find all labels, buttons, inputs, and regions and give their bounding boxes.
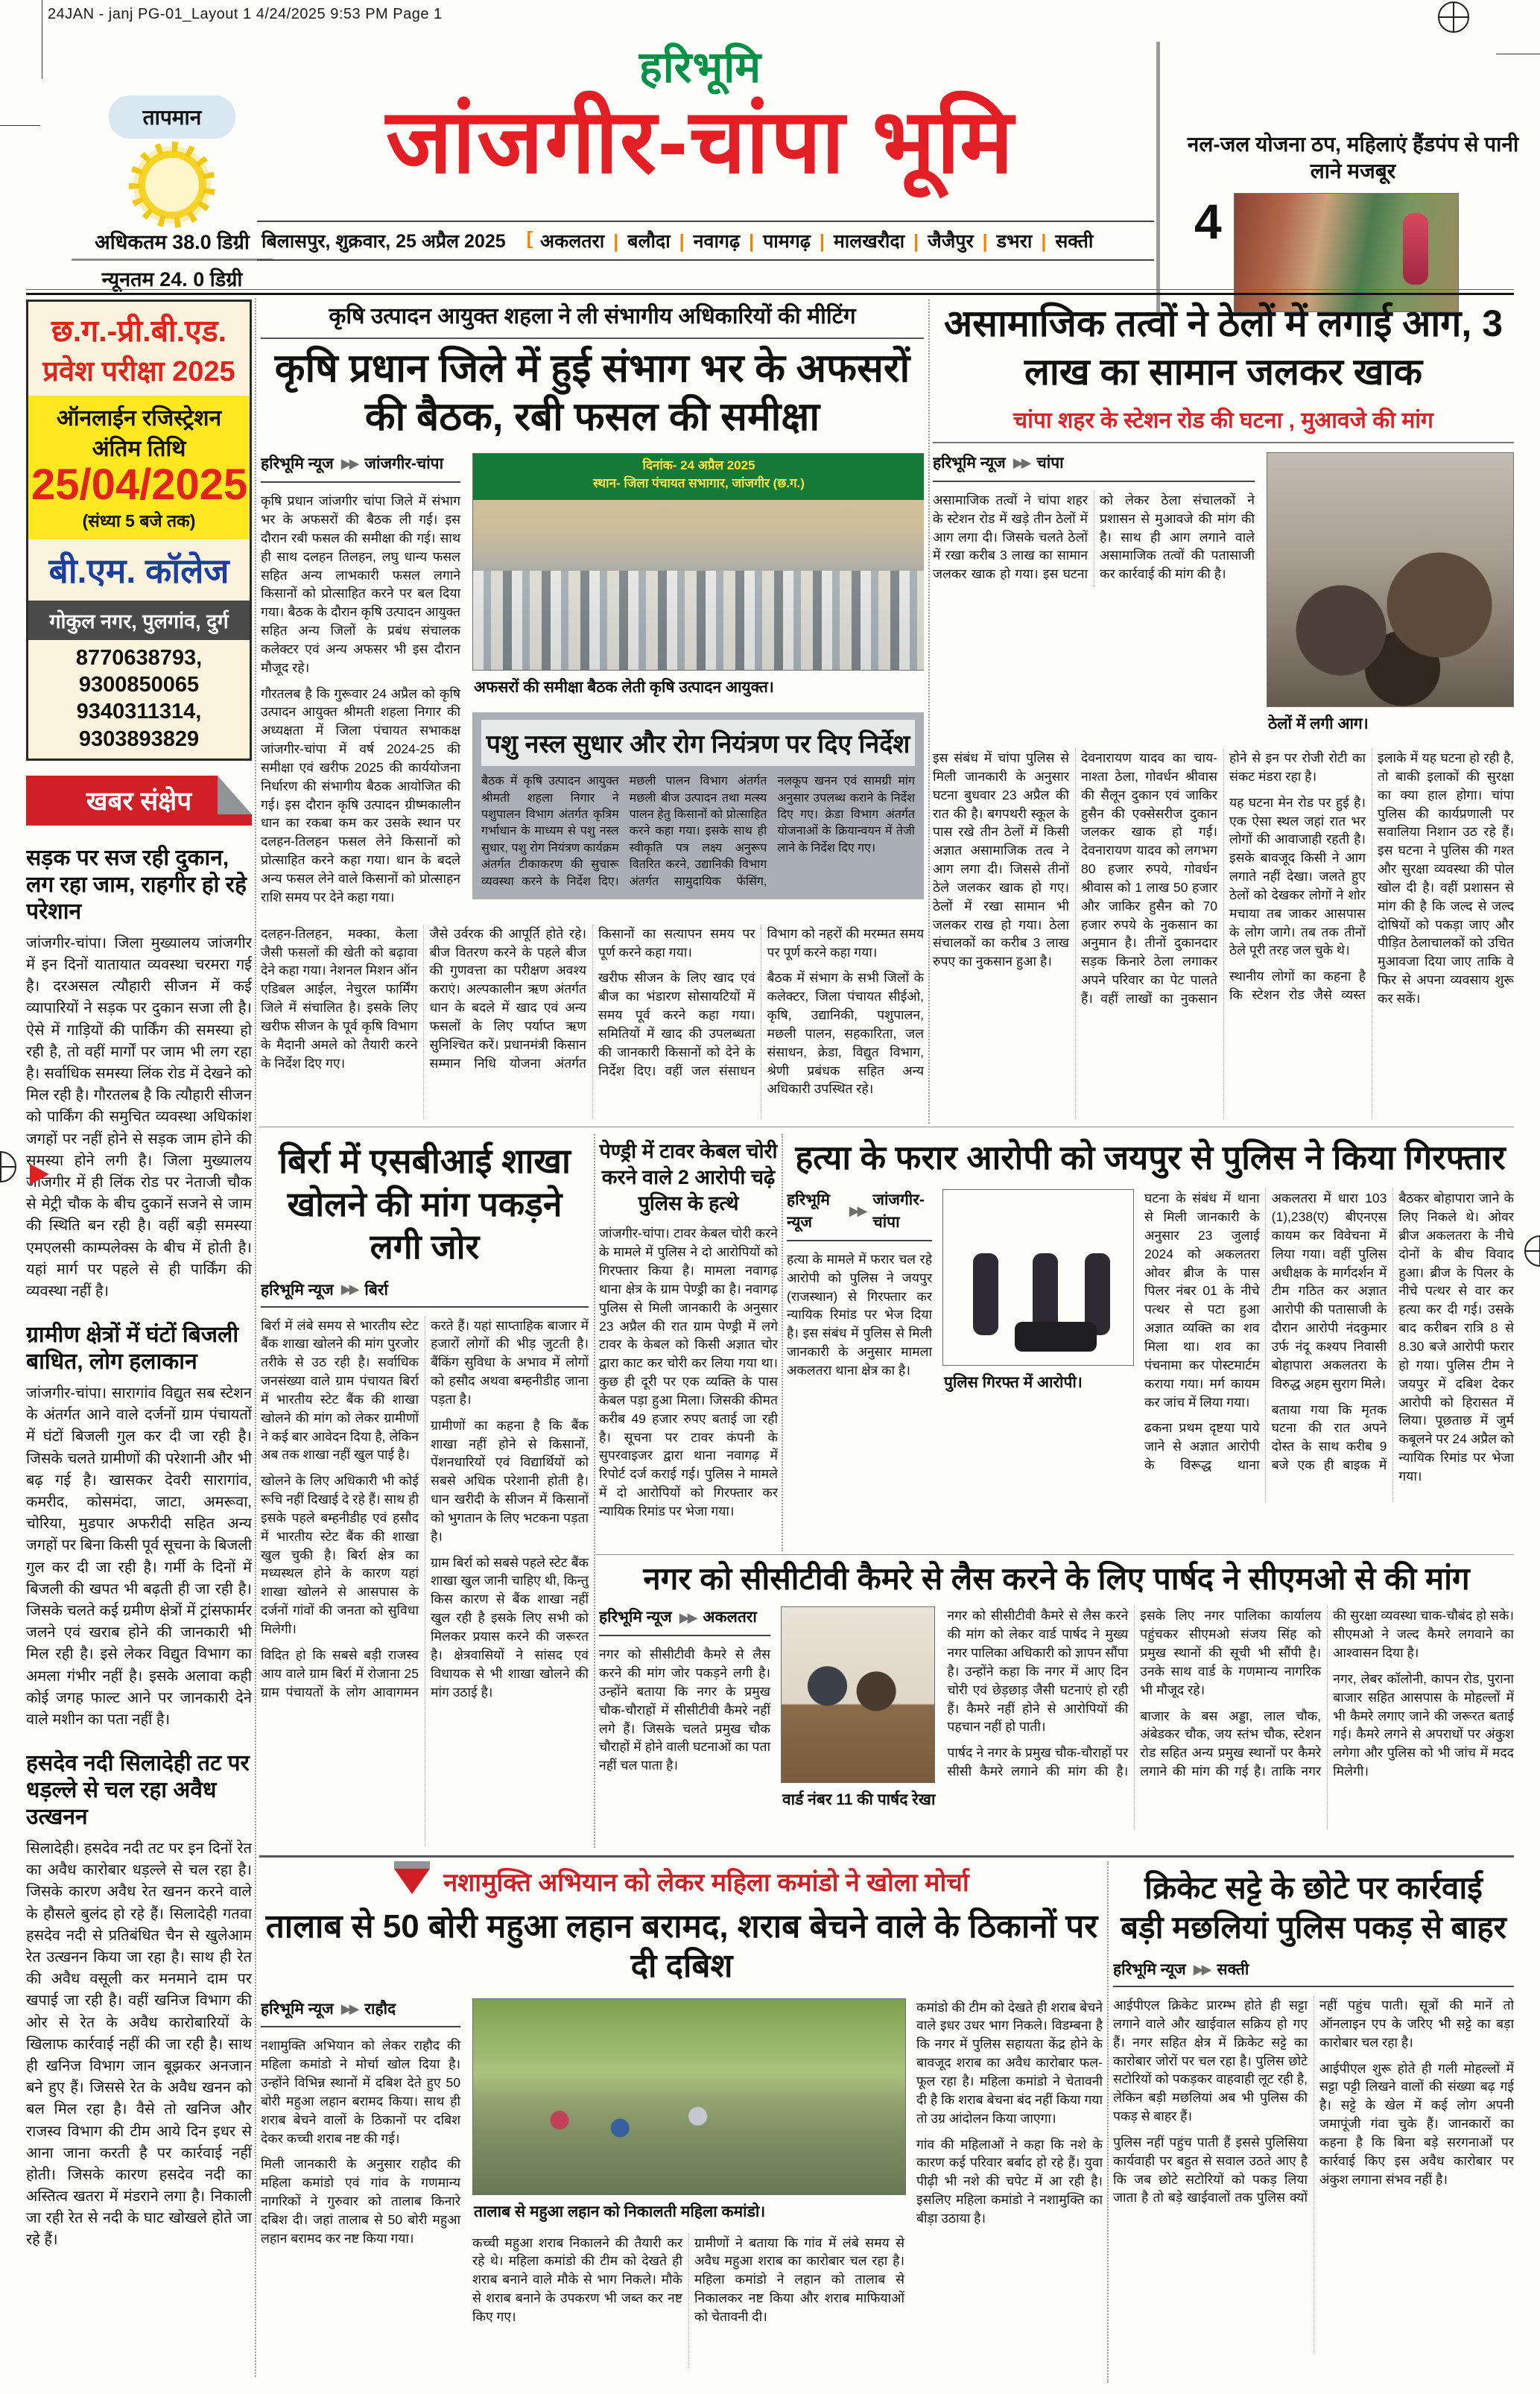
story-tower-cable-theft: [599, 1137, 778, 1548]
paragraph: घटना के संबंध में थाना से मिली जानकारी के अनुसार 23 जुलाई 2024 को अकलतरा ओवर ब्रीज के पास पिलर नंबर 01 के नीचे पत्थर से पटा हुआ अज्ञात व्यक्ति का शव मिला था। शव का पंचनामा कर पोस्टमार्टम कराया गया। मर्ग कायम कर जांच में लिया गया।: [1144, 1191, 1260, 1410]
headline: तालाब से 50 बोरी महुआ लहान बरामद, शराब बेचने वाले के ठिकानों पर दी दबिश: [265, 1908, 1098, 1984]
photo-block: [781, 1606, 937, 1830]
column-divider: [1107, 1861, 1109, 2383]
byline-place: जांजगीर-चांपा: [364, 455, 444, 473]
crowd-texture: [473, 571, 924, 670]
story-paragraphs: [261, 2036, 460, 2247]
story-paragraphs: [261, 492, 460, 907]
edition-name: | नवागढ़: [671, 228, 740, 253]
column-divider: [928, 300, 930, 1124]
registration-mark-icon: [0, 1151, 16, 1182]
paragraph: विदित हो कि सबसे बड़ी राजस्व आय वाले ग्राम बिर्रा में रोजाना 25 ग्राम पंचायतों के लोग आवागमन करते हैं। यहां साप्ताहिक बाजार में हजारों लोगों की भीड़ जुटती है। बैंकिंग सुविधा के अभाव में लोगों को हसौद अथवा बम्हनीडीह जाना पड़ता है।: [261, 1317, 589, 1700]
masthead-rule: [26, 289, 1514, 295]
paragraph: दलहन-तिलहन, मक्का, केला जैसी फसलों की खेती को बढ़ावा देने कहा गया। नेशनल मिशन ऑन एडिबल आईल, नेचुरल फार्मिंग जिले में संचालित है। इसके लिए खरीफ सीजन के पूर्व कृषि विभाग के मैदानी अमले को तैयारी करने के निर्देश दिए गए।: [261, 925, 418, 1071]
story-agri-meeting: [261, 300, 924, 1119]
photo-caption: ठेलों में लगी आग।: [1268, 715, 1369, 732]
paragraph: नशामुक्ति अभियान को लेकर राहौद की महिला कमांडो ने मोर्चा खोल दिया है। उन्होंने विभिन्न स्थानों में दबिश देते हुए 50 बोरी महुआ लहान बरामद किया। साथ ही शराब बेचने वालों के ठिकानों पर दबिश देकर कच्ची शराब नष्ट की गई।: [261, 2038, 460, 2146]
paragraph: कृषि प्रधान जांजगीर चांपा जिले में संभाग भर के अफसरों की बैठक ली गई। इस दौरान रबी फसल की समीक्षा की गई। साथ ही साथ दलहन तिलहन, लघु धान्य फसल सहित अन्य लाभकारी फसल लगाने किसानों को प्रोत्साहित करने पर बल दिया गया। बैठक के दौरान कृषि उत्पादन आयुक्त सहित अन्य जिलों के प्रबंध संचालक कलेक्टर एवं अन्य अफसर भी इस दौरान मौजूद रहे।: [261, 493, 460, 675]
story-paragraphs: [261, 1317, 589, 1847]
highlight-box: [472, 712, 924, 899]
byline: [1113, 1959, 1514, 1987]
police-suspect-photo: [942, 1189, 1134, 1366]
sun-icon: [138, 151, 206, 219]
left-rail: [26, 300, 252, 2378]
ad-line1: छ.ग.-प्री.बी.एड.: [51, 314, 227, 348]
box-title: पशु नस्ल सुधार और रोग नियंत्रण पर दिए निर्देश: [481, 720, 915, 766]
story-paragraphs: [472, 2234, 904, 2368]
story-continuation: [933, 749, 1514, 1119]
brief-body: सिलादेही। हसदेव नदी तट पर इन दिनों रेत का अवैध कारोबार धड़ल्ले से चल रहा है। जिसके कारण अवैध रेत खनन करने वाले के हौसले बुलंद हो रहे हैं। सिलादेही गतवा हसदेव नदी से प्रतिबंधित चैन से खुलेआम रेत उत्खनन किया जा रहा है। साथ ही रेत की अवैध वसूली कर मनमाने दाम पर खपाई जा रही है। वहीं खनिज विभाग की ओर से रेत के अवैध कारोबारियों के खिलाफ कार्रवाई नहीं की जा रही है। साथ ही खनिज विभाग जान बूझकर अनजान बने हुए हैं। जिससे रेत के अवैध खनन को बल मिल रहा है। वैसे तो खनिज और राजस्व विभाग की टीम आये दिन इधर से आना जाना करती है पर कार्रवाई नहीं होती। जिसके कारण हसदेव नदी का अस्तित्व खतरा में मंडराने लगा है। निकाली जा रही रेत से नदी के घाट खोखले होते जा रहे हैं।: [26, 1840, 252, 2249]
edition-name: | सक्ती: [1032, 228, 1093, 253]
photo-block: [1267, 452, 1514, 740]
brief-item: [26, 845, 252, 1302]
ad-phone-line1: 8770638793, 9300850065: [75, 645, 203, 697]
down-ribbon-icon: [394, 1869, 430, 1894]
kicker: नशामुक्ति अभियान को लेकर महिला कमांडो ने खोला मोर्चा: [443, 1869, 969, 1897]
dateline-row: [257, 221, 1154, 261]
kicker: कृषि उत्पादन आयुक्त शहला ने ली संभागीय अधिकारियों की मीटिंग: [261, 300, 924, 339]
brief-body: जांजगीर-चांपा। जिला मुख्यालय जांजगीर में इन दिनों यातायात व्यवस्था चरमरा गई है। दरअसल त्यौहारी सीजन में कई व्यापारियों ने सड़क पर दुकान सजा ली है। ऐसे में गाड़ियों की पार्किंग की समस्या हो रही है, तो वहीं मार्गों पर जाम भी लग रहा है। सर्वाधिक समस्या लिंक रोड में देखने को मिल रही है। गौरतलब है कि त्यौहारी सीजन को पार्किंग की समुचित व्यवस्था अधिकांश जगहों पर नहीं होने से सड़क जाम होने की समस्या होने लगी है। जिला मुख्यालय जांजगीर में ही लिंक रोड पर नेताजी चौक से मेट्री चौक के बीच दुकानें सजने से जाम की स्थिति बन रही है। वहीं बड़ी समस्या एमएलसी काम्पलेक्स के बीच में होती है। यहां मार्ग पर पहले से ही पार्किंग की व्यवस्था नहीं है।: [26, 934, 252, 1299]
byline-agency: हरिभूमि न्यूज: [261, 2000, 334, 2018]
headline: नगर को सीसीटीवी कैमरे से लैस करने के लिए पार्षद ने सीएमओ से की मांग: [643, 1561, 1470, 1596]
paragraph: यह घटना मेन रोड पर हुई है। एक ऐसा स्थल जहां रात भर लोगों की आवाजाही रहती है। इसके बावजूद किसी ने आग लगाते नहीं देखा। जलते हुए ठेलों को देखकर लोगों ने शोर मचाया तब जाकर आसपास के लोग जागे। तब तक तीनों ठेले पूरी तरह जल चुके थे।: [1229, 794, 1366, 958]
story-paragraphs: [1113, 1996, 1514, 2354]
edition-title: जांजगीर-चांपा भूमि: [386, 92, 1015, 191]
paragraph: बिर्रा में लंबे समय से भारतीय स्टेट बैंक शाखा खोलने की मांग पुरजोर तरीके से उठ रही है। सर्वाधिक जनसंख्या वाले ग्राम पंचायत बिर्रा में भारतीय स्टेट बैंक की शाखा खोलने की मांग को लेकर ग्रामीणों ने कई बार आवेदन दिया है, लेकिन अब तक शाखा नहीं खुल पाई है।: [261, 1317, 419, 1463]
byline: [787, 1189, 932, 1241]
byline-agency: हरिभूमि न्यूज: [1113, 1961, 1186, 1978]
photo-banner: [473, 454, 924, 500]
edition-name: | पामगढ़: [740, 228, 811, 253]
photo-banner-line2: स्थान- जिला पंचायत सभागार, जांजगीर (छ.ग.): [593, 476, 805, 491]
paragraph: जांजगीर-चांपा। टावर केबल चोरी करने के मामले में पुलिस ने दो आरोपियों को गिरफ्तार किया है। मामला नवागढ़ थाना क्षेत्र के ग्राम पेण्ड्री का है। नवागढ़ पुलिस से मिली जानकारी के अनुसार 23 अप्रैल की रात ग्राम पेण्ड्री में लगे टावर के केबल को किसी अज्ञात चोर द्वारा काट कर चोरी कर लिया गया था। कुछ ही दूरी पर एक व्यक्ति के पास केबल पड़ा हुआ मिला। जिसकी कीमत करीब 49 हजार रुपए बताई जा रही है। सूचना पर टावर कंपनी के सुपरवाइजर द्वारा थाना नवागढ़ में रिपोर्ट दर्ज कराई गई। पुलिस ने मामले में दो आरोपियों को गिरफ्तार कर न्यायिक रिमांड पर भेजा गया।: [599, 1226, 778, 1519]
brand-logo: हरिभूमि: [639, 43, 762, 92]
story-cricket-betting: [1113, 1864, 1514, 2381]
ad-line4: अंतिम तिथि: [92, 437, 186, 461]
paragraph: देवनारायण यादव का चाय-नाश्ता ठेला, गोवर्धन श्रीवास की सैलून दुकान एवं जाकिर हुसैन की एक्सेसरीज दुकान जलकर खाक हो गई। देवनारायण यादव को लगभग 80 हजार रुपये, गोवर्धन श्रीवास को 1 लाख 50 हजार और जाकिर हुसैन को 70 हजार रुपये के नुकसान का अनुमान है। तीनों दुकानदार सड़क किनारे ठेला लगाकर अपने परिवार का पेट पालते हैं। वहीं लाखों का नुकसान होने से इन पर रोजी रोटी का संकट मंडरा रहा है।: [1081, 750, 1366, 1006]
story-paragraphs: [599, 1224, 778, 1521]
registration-mark-icon: [1524, 1235, 1540, 1267]
byline-place: जांजगीर-चांपा: [872, 1191, 925, 1232]
paragraph: खोलने के लिए अधिकारी भी कोई रूचि नहीं दिखाई दे रहे हैं। साथ ही इसके पहले बम्हनीडीह एवं हसौद में भारतीय स्टेट बैंक की शाखा खुल चुकी है। बिर्रा क्षेत्र का मध्यस्थल होने के कारण यहां शाखा खोलने से आसपास के दर्जनों गांवों की जनता को सुविधा मिलेगी।: [261, 1473, 419, 1636]
section-rule: [596, 1554, 1514, 1555]
byline-arrow-icon: ▶▶: [849, 1203, 866, 1219]
promo-headline: नल-जल योजना ठप, महिलाएं हैंडपंप से पानी लाने मजबूर: [1187, 133, 1519, 183]
paragraph: इस संबंध में चांपा पुलिस से मिली जानकारी के अनुसार घटना बुधवार 23 अप्रैल की रात की है। बगपथरी स्कूल के पास रखे तीन ठेलों में किसी अज्ञात असामाजिक तत्व ने आग लगा दी। जिससे तीनों ठेले जलकर खाक हो गए। ठेलों में रखा सामान भी जलकर राख हो गया। ठेला संचालकों का करीब 3 लाख रुपए का नुकसान हुआ है।: [933, 750, 1069, 969]
advertisement: [26, 300, 252, 761]
story-paragraphs: [599, 1645, 770, 1775]
story-right-column: [916, 1998, 1103, 2368]
section-rule: [259, 1855, 1514, 1858]
byline-agency: हरिभूमि न्यूज: [599, 1609, 672, 1627]
story-cart-fire: [933, 300, 1514, 1119]
brief-title: सड़क पर सज रही दुकान, लग रहा जाम, राहगीर हो रहे परेशान: [26, 845, 247, 924]
print-slug: 24JAN - janj PG-01_Layout 1 4/24/2025 9:53 PM Page 1: [48, 6, 443, 22]
byline-arrow-icon: ▶▶: [340, 456, 358, 472]
headline: बिर्रा में एसबीआई शाखा खोलने की मांग पकड़ने लगी जोर: [279, 1141, 571, 1266]
byline-agency: हरिभूमि न्यूज: [261, 455, 334, 473]
subheadline: चांपा शहर के स्टेशन रोड की घटना , मुआवजे की मांग: [933, 404, 1514, 443]
paragraph: ग्रामीणों का कहना है कि बैंक शाखा नहीं होने से किसानों, पेंशनधारियों एवं विद्यार्थियों को सबसे अधिक परेशानी होती है। धान खरीदी के सीजन में किसानों को भुगतान के लिए भटकना पड़ता है।: [431, 1417, 589, 1544]
ad-college: बी.एम. कॉलेज: [48, 551, 229, 590]
ad-phone-line2: 9340311314, 9303893829: [76, 700, 202, 751]
photo-caption: वार्ड नंबर 11 की पार्षद रेखा: [782, 1791, 936, 1809]
paragraph: असामाजिक तत्वों ने चांपा शहर के स्टेशन रोड में खड़े तीन ठेलों में आग लगा दी। जिसके चलते ठेलों में रखा करीब 3 लाख का सामान जलकर खाक हो गया। इस घटना को लेकर ठेला संचालकों ने प्रशासन से मुआवजे की मांग की है। साथ ही आग लगाने वाले असामाजिक तत्वों की पतासाजी कर कार्रवाई की मांग की है।: [933, 492, 1255, 582]
paragraph: हत्या के मामले में फरार चल रहे आरोपी को पुलिस ने जयपुर (राजस्थान) से गिरफ्तार कर न्यायिक रिमांड पर भेज दिया है। इस संबंध में पुलिस से मिली जानकारी के अनुसार मामला अकलतरा थाना क्षेत्र का है।: [787, 1251, 932, 1378]
paragraph: मिली जानकारी के अनुसार राहौद की महिला कमांडो एवं गांव के गणमान्य नागरिकों ने गुरुवार को तालाब किनारे दबिश दी। जहां तालाब से 50 बोरी महुआ लहान बरामद कर नष्ट किया गया।: [261, 2156, 460, 2246]
photo-caption: पुलिस गिरफ्त में आरोपी।: [944, 1374, 1083, 1392]
byline-place: राहौद: [364, 2000, 396, 2018]
jump-triangle-icon: [30, 1164, 49, 1185]
edition-name: | जैजैपुर: [904, 228, 974, 253]
byline-arrow-icon: ▶▶: [340, 2001, 358, 2016]
byline: [261, 453, 460, 483]
paragraph: गौरतलब है कि गुरूवार 24 अप्रैल को कृषि उत्पादन आयुक्त श्रीमती शहला निगार की अध्यक्षता में जिला पंचायत सभाकक्ष जांजगीर-चांपा में वर्ष 2024-25 की समीक्षा एवं खरीफ 2025 की कार्ययोजना निर्धारण की संभागीय बैठक आयोजित की गई। इस दौरान कृषि उत्पादन ग्रीष्मकालीन धान का रकबा कम कर उसके स्थान पर दलहन-तिलहन फसल लेने किसानों को प्रोत्साहित करने कहा गया। धान के बदले अन्य फसल लेने वाले किसानों को प्रोत्साहन राशि समय पर देने कहा गया।: [261, 685, 460, 905]
brief-item: [26, 1750, 252, 2252]
story-paragraphs: [787, 1250, 932, 1380]
photo-block: [472, 1998, 904, 2368]
photo-banner-line1: दिनांक- 24 अप्रैल 2025: [642, 458, 755, 473]
byline: [933, 452, 1255, 482]
story-right-column: [472, 453, 924, 913]
photo-block: [942, 1189, 1134, 1502]
column-divider: [594, 1134, 595, 1848]
byline-agency: हरिभूमि न्यूज: [933, 455, 1006, 472]
ad-date: 25/04/2025: [31, 460, 248, 509]
byline: [261, 1998, 460, 2028]
box-body: बैठक में कृषि उत्पादन आयुक्त श्रीमती शहला निगार ने पशुपालन विभाग अंतर्गत कृत्रिम गर्भाधान के माध्यम से पशु नस्ल सुधार, पशु रोग नियंत्रण कार्यक्रम अंतर्गत टीकाकरण की सुचारू व्यवस्था करने के निर्देश दिए। मछली पालन विभाग अंतर्गत मछली बीज उत्पादन तथा मत्स्य पालन हेतु किसानों को प्रोत्साहित करने कहा गया। इसके साथ ही स्वीकृति पत्र लक्ष्य अनुरूप वितरित करने, उद्यानिकी विभाग अंतर्गत सामुदायिक फेंसिंग, नलकूप खनन एवं सामग्री मांग अनुसार उपलब्ध कराने के निर्देश दिए गए। क्रेडा विभाग अंतर्गत योजनाओं के क्रियान्वयन में तेजी लाने के निर्देश दिए गए।: [481, 775, 915, 888]
paragraph: पार्षद ने नगर के प्रमुख चौक-चौराहों पर सीसी कैमरे लगाने की मांग की है। इसके लिए नगर पालिका कार्यालय पहुंचकर सीएमओ संजय सिंह को प्रमुख स्थानों की सूची भी सौंपी है। उनके साथ वार्ड के गणमान्य नागरिक भी मौजूद रहे।: [947, 1608, 1322, 1779]
ad-line3: ऑनलाईन रजिस्ट्रेशन: [56, 406, 222, 431]
paragraph: आईपीएल क्रिकेट प्रारम्भ होते ही सट्टा लगाने वाले और खाईवाल सक्रिय हो गए हैं। नगर सहित क्षेत्र में क्रिकेट सट्टे का कारोबार जोरों पर चल रहा है। पुलिस छोटे सटोरियों को पकड़कर वाहवाही लूट रही है, लेकिन बड़ी मछलियां अब भी पुलिस की पकड़ से बाहर हैं।: [1113, 1998, 1308, 2124]
byline-place: चांपा: [1036, 455, 1064, 472]
councillor-cmo-photo: [781, 1606, 935, 1783]
news-brief-banner: खबर संक्षेप: [26, 776, 252, 826]
byline-arrow-icon: ▶▶: [340, 1282, 358, 1296]
story-left-column: [787, 1189, 932, 1502]
paragraph: बताया गया कि मृतक घटना की रात अपने दोस्त के साथ करीब 9 बजे एक ही बाइक में बैठकर बोहापारा जाने के लिए निकले थे। ओवर ब्रीज अकलतरा के नीचे दोनों के बीच विवाद हुआ। ब्रीज के पिलर के नीचे पत्थर से वार कर हत्या कर दी गई। उसके बाद करीबन रात्रि 8 से 8.30 बजे आरोपी फरार हो गया। पुलिस टीम ने जयपुर में दबिश देकर आरोपी को हिरासत में लिया। पूछताछ में जुर्म कबूलने पर 24 अप्रैल को न्यायिक रिमांड पर भेजा गया।: [1271, 1191, 1514, 1483]
page-number: 4: [1194, 193, 1222, 249]
byline-arrow-icon: ▶▶: [1193, 1961, 1210, 1977]
byline-place: बिर्रा: [364, 1281, 388, 1299]
edition-name: | डभरा: [974, 228, 1033, 253]
weather-min: न्यूनतम 24. 0 डिग्री: [101, 268, 243, 291]
ad-line2: प्रवेश परीक्षा 2025: [42, 356, 235, 387]
story-right-column: [1144, 1189, 1514, 1502]
paragraph: ग्राम बिर्रा को सबसे पहले स्टेट बैंक शाखा खुल जानी चाहिए थी, किन्तु किस कारण से बैंक शाखा नहीं खुल रही है इसके लिए सभी को मिलकर प्रयास करने की जरूरत है। क्षेत्रवासियों ने सांसद एवं विधायक से भी शाखा खोलने की मांग उठाई है।: [431, 1554, 589, 1700]
byline-agency: हरिभूमि न्यूज: [787, 1191, 830, 1232]
story-continuation: [261, 925, 924, 1119]
paragraph: कच्ची महुआ शराब निकालने की तैयारी कर रहे थे। महिला कमांडो की टीम को देखते ही शराब बनाने वाले मौके से भाग निकले। मौके से शराब बनाने के उपकरण भी जब्त कर नष्ट किए गए।: [472, 2235, 682, 2324]
story-left-column: [599, 1606, 770, 1830]
photo-caption: तालाब से महुआ लहान को निकालती महिला कमांडो।: [474, 2203, 766, 2220]
brief-title: ग्रामीण क्षेत्रों में घंटों बिजली बाधित, लोग हलाकान: [26, 1323, 239, 1375]
brief-list: [26, 845, 252, 2252]
edition-name: | बलौदा: [604, 228, 670, 253]
story-left-column: [261, 453, 460, 913]
paragraph: नगर को सीसीटीवी कैमरे से लैस करने की मांग जोर पकड़ने लगी है। उन्होंने बताया कि नगर के प्रमुख चौक-चौराहों में सीसीटीवी कैमरे नहीं लगे हैं। जिसके चलते प्रमुख चौक चौराहों में होने वाली घटनाओं का पता नहीं चल पाता है।: [599, 1647, 770, 1773]
paragraph: आईपीएल शुरू होते ही गली मोहल्लों में सट्टा पट्टी लिखने वालों की संख्या बढ़ गई है। सट्टे के खेल में कई लोग अपनी जमापूंजी गंवा चुके हैं। जानकारों का कहना है कि बिना बड़े सरगनाओं पर कार्रवाई किए इस अवैध कारोबार पर अंकुश लगाना संभव नहीं है।: [1319, 2060, 1514, 2187]
paragraph: कमांडो की टीम को देखते ही शराब बेचने वाले इधर उधर भाग निकले। विडम्बना है कि नगर में पुलिस सहायता केंद्र होने के बावजूद शराब का अवैध कारोबार फल-फूल रहा है। महिला कमांडो ने चेतावनी दी है कि शराब बेचना बंद नहीं किया गया तो उग्र आंदोलन किया जाएगा।: [916, 1999, 1103, 2126]
paragraph: नगर को सीसीटीवी कैमरे से लैस करने की मांग को लेकर वार्ड पार्षद ने मुख्य नगर पालिका अधिकारी को ज्ञापन सौंपा है। उन्होंने कहा कि नगर में आए दिन चोरी एवं छेड़छाड़ जैसी घटनाएं हो रही हैं। कैमरे नहीं होने से आरोपियों की पहचान नहीं हो पाती।: [947, 1608, 1129, 1735]
story-right-column: [947, 1606, 1514, 1830]
paragraph: पुलिस नहीं पहुंच पाती हैं इससे पुलिसिया कार्यवाही पर बहुत से सवाल उठते आए है कि जब छोटे सटोरियों को पकड़ लिया जाता है तो बड़े खाईवालों तक पुलिस क्यों नहीं पहुंच पाती। सूत्रों की मानें तो ऑनलाइन एप के जरिए भी सट्टे का बड़ा कारोबार चल रहा है।: [1113, 1998, 1514, 2205]
kicker-band: [261, 1864, 1103, 1899]
paragraph: बैठक में संभाग के सभी जिलों के कलेक्टर, जिला पंचायत सीईओ, कृषि, उद्यानिकी, पशुपालन, मछली पालन, सहकारिता, जल संसाधन, क्रेडा, विद्युत विभाग, श्रेणी प्रबंधक सहित अन्य अधिकारी उपस्थित रहे।: [767, 970, 924, 1097]
burnt-carts-photo: [1267, 452, 1514, 707]
weather-max: अधिकतम 38.0 डिग्री: [72, 224, 273, 261]
ad-phones: [28, 640, 250, 759]
paragraph: ग्रामीणों ने बताया कि गांव में लंबे समय से अवैध महुआ शराब का कारोबार चल रहा है। महिला कमांडो ने लहान को तालाब से निकालकर नष्ट किया और शराब माफियाओं को चेतावनी दी।: [694, 2235, 904, 2324]
headline: कृषि प्रधान जिले में हुई संभाग भर के अफसरों की बैठक, रबी फसल की समीक्षा: [274, 346, 910, 439]
promo-block: [1156, 42, 1533, 312]
byline-place: सक्ती: [1217, 1961, 1249, 1978]
brief-body: जांजगीर-चांपा। सारागांव विद्युत सब स्टेशन के अंतर्गत आने वाले दर्जनों ग्राम पंचायतों में घंटों बिजली गुल कर दी जा रही है। जिसके चलते ग्रामीणों की परेशानी और भी बढ़ गई है। खासकर देवरी सारागांव, कमरीद, कोसमंदा, जाटा, अमरूवा, चोरिया, मुडपार अफरीदी सहित अन्य जगहों पर बिना किसी पूर्व सूचना के बिजली गुल कर दी जा रही है। गर्मी के दिनों में बिजली की खपत भी बढ़ती ही जा रही है। जिसके चलते कई ग्रमीण क्षेत्रों में ट्रांसफार्मर जलने एवं खराब होने की जानकारी भी मिल रही है। इसे लेकर विद्युत विभाग का अमला गंभीर नहीं है। इसके अलावा कही कोई जगह फाल्ट आने पर जानकारी देने वाले मशीन का पता नहीं है।: [26, 1385, 252, 1728]
byline-agency: हरिभूमि न्यूज: [261, 1281, 334, 1299]
masthead: [261, 36, 1140, 189]
story-left-column: [261, 1998, 460, 2368]
headline-line2: बड़ी मछलियां पुलिस पकड़ से बाहर: [1121, 1909, 1506, 1945]
story-murder-arrest: [787, 1137, 1514, 1548]
figure-shape: [973, 1253, 998, 1335]
story-paragraphs: [947, 1606, 1514, 1830]
paragraph: स्थानीय लोगों का कहना है कि स्टेशन रोड जैसे व्यस्त इलाके में यह घटना हो रही है, तो बाकी इलाकों की सुरक्षा का क्या हाल होगा। चांपा पुलिस की कार्यप्रणाली पर सवालिया निशान उठ रहे हैं। इस घटना ने पुलिस की गश्त और सुरक्षा व्यवस्था की पोल खोल दी है। वहीं प्रशासन से मांग की है कि जल्द से जल्द दोषियों को पकड़ा जाए और पीड़ित ठेलाचालकों को उचित मुआवजा दिया जाए ताकि वे फिर से अपना व्यवसाय शुरू कर सकें।: [1229, 750, 1514, 1006]
registration-mark-icon: [1438, 1, 1469, 33]
edition-name: | मालखरौदा: [811, 228, 904, 253]
edition-list: [527, 228, 1094, 253]
byline-arrow-icon: ▶▶: [1013, 455, 1030, 471]
weather-box: [72, 95, 273, 296]
headline: पेण्ड्री में टावर केबल चोरी करने वाले 2 आरोपी चढ़े पुलिस के हत्थे: [599, 1140, 778, 1215]
story-paragraphs: [933, 491, 1255, 587]
byline-place: अकलतरा: [703, 1609, 757, 1627]
byline-arrow-icon: ▶▶: [679, 1609, 696, 1625]
paragraph: ढकना प्रथम दृष्टया पाये जाने से अज्ञात आरोपी के विरूद्ध थाना अकलतरा में धारा 103 (1),238(ए) बीएनएस कायम कर विवेचना में लिया गया। वहीं पुलिस अधीक्षक के मार्गदर्शन में टीम गठित कर अज्ञात आरोपी की पतासाजी के दौरान आरोपी नंदकुमार उर्फ नंदू कश्यप निवासी बोहापारा अकलतरा के विरुद्ध अहम सुराग मिले।: [1144, 1191, 1387, 1473]
meeting-photo: [472, 453, 924, 671]
column-divider: [782, 1134, 783, 1551]
headline-line1: क्रिकेट सट्टे के छोटे पर कार्रवाई: [1144, 1870, 1483, 1905]
paragraph: जैसे उर्वरक की आपूर्ति होते रहे। बीज वितरण करने के पहले बीज की गुणवत्ता का परीक्षण अवश्य कराएं। अल्पकालीन ऋण अंतर्गत धान के बदले में खाद एवं अन्य फसलों के लिए पर्याप्त ऋण सुनिश्चित करें। प्रधानमंत्री किसान सम्मान निधि योजना अंतर्गत किसानों का सत्यापन समय पर पूर्ण करने कहा गया।: [429, 925, 755, 1071]
pond-raid-photo: [472, 1998, 906, 2195]
weather-title: तापमान: [109, 95, 236, 139]
paragraph: बाजार के बस अड्डा, लाल चौक, अंबेडकर चौक, जय स्तंभ चौक, स्टेशन रोड सहित अन्य प्रमुख स्थानों पर कैमरे लगाने की मांग की गई है। ताकि नगर की सुरक्षा व्यवस्था चाक-चौबंद हो सके। सीएमओ ने जल्द कैमरे लगवाने का आश्वासन दिया है।: [1140, 1608, 1514, 1779]
byline: [599, 1606, 770, 1636]
byline: [261, 1279, 589, 1308]
paragraph: नगर, लेबर कॉलोनी, कापन रोड, पुराना बाजार सहित आसपास के मोहल्लों में भी कैमरे लगाए जाने की जरूरत बताई गई। कैमरे लगने से अपराधों पर अंकुश लगेगा और पुलिस को भी जांच में मदद मिलेगी।: [1333, 1671, 1514, 1779]
edition-name: [ अकलतरा: [540, 231, 605, 252]
photo-caption: अफसरों की समीक्षा बैठक लेती कृषि उत्पादन आयुक्त।: [474, 679, 774, 697]
paragraph: खरीफ सीजन के लिए खाद एवं बीज का भंडारण सोसायटियों में समय पूर्व करने कहा गया। समितियों में खाद की उपलब्धता की जानकारी किसानों को देने के निर्देश दिए। वहीं जल संसाधन विभाग को नहरों की मरम्मत समय पर पूर्ण करने कहा गया।: [598, 925, 924, 1078]
paragraph: गांव की महिलाओं ने कहा कि नशे के कारण कई परिवार बर्बाद हो रहे हैं। युवा पीढ़ी भी नशे की चपेट में आ रही है। इसलिए महिला कमांडो ने नशामुक्ति का बीड़ा उठाया है।: [916, 2136, 1103, 2226]
headline: हत्या के फरार आरोपी को जयपुर से पुलिस ने किया गिरफ्तार: [795, 1139, 1506, 1177]
brief-title: हसदेव नदी सिलादेही तट पर धड़ल्ले से चल रहा अवैध उत्खनन: [26, 1751, 250, 1830]
ad-address: गोकुल नगर, पुलगांव, दुर्ग: [28, 601, 250, 640]
ad-note: (संध्या 5 बजे तक): [82, 510, 196, 531]
story-left-column: [933, 452, 1255, 740]
story-cctv-demand: [599, 1560, 1514, 1852]
dateline: बिलासपुर, शुक्रवार, 25 अप्रैल 2025: [262, 231, 506, 252]
column-divider: [255, 298, 256, 2377]
story-sbi-branch: [261, 1137, 589, 1846]
headline: [1113, 1869, 1514, 1947]
crop-mark-horizontal: [0, 125, 40, 126]
story-mahua-raid: [261, 1907, 1103, 2381]
motorcycle-shape: [1015, 1322, 1097, 1352]
headline: असामाजिक तत्वों ने ठेलों में लगाई आग, 3 लाख का सामान जलकर खाक: [943, 303, 1503, 393]
story-paragraphs: [1144, 1189, 1514, 1502]
brief-item: [26, 1322, 252, 1731]
